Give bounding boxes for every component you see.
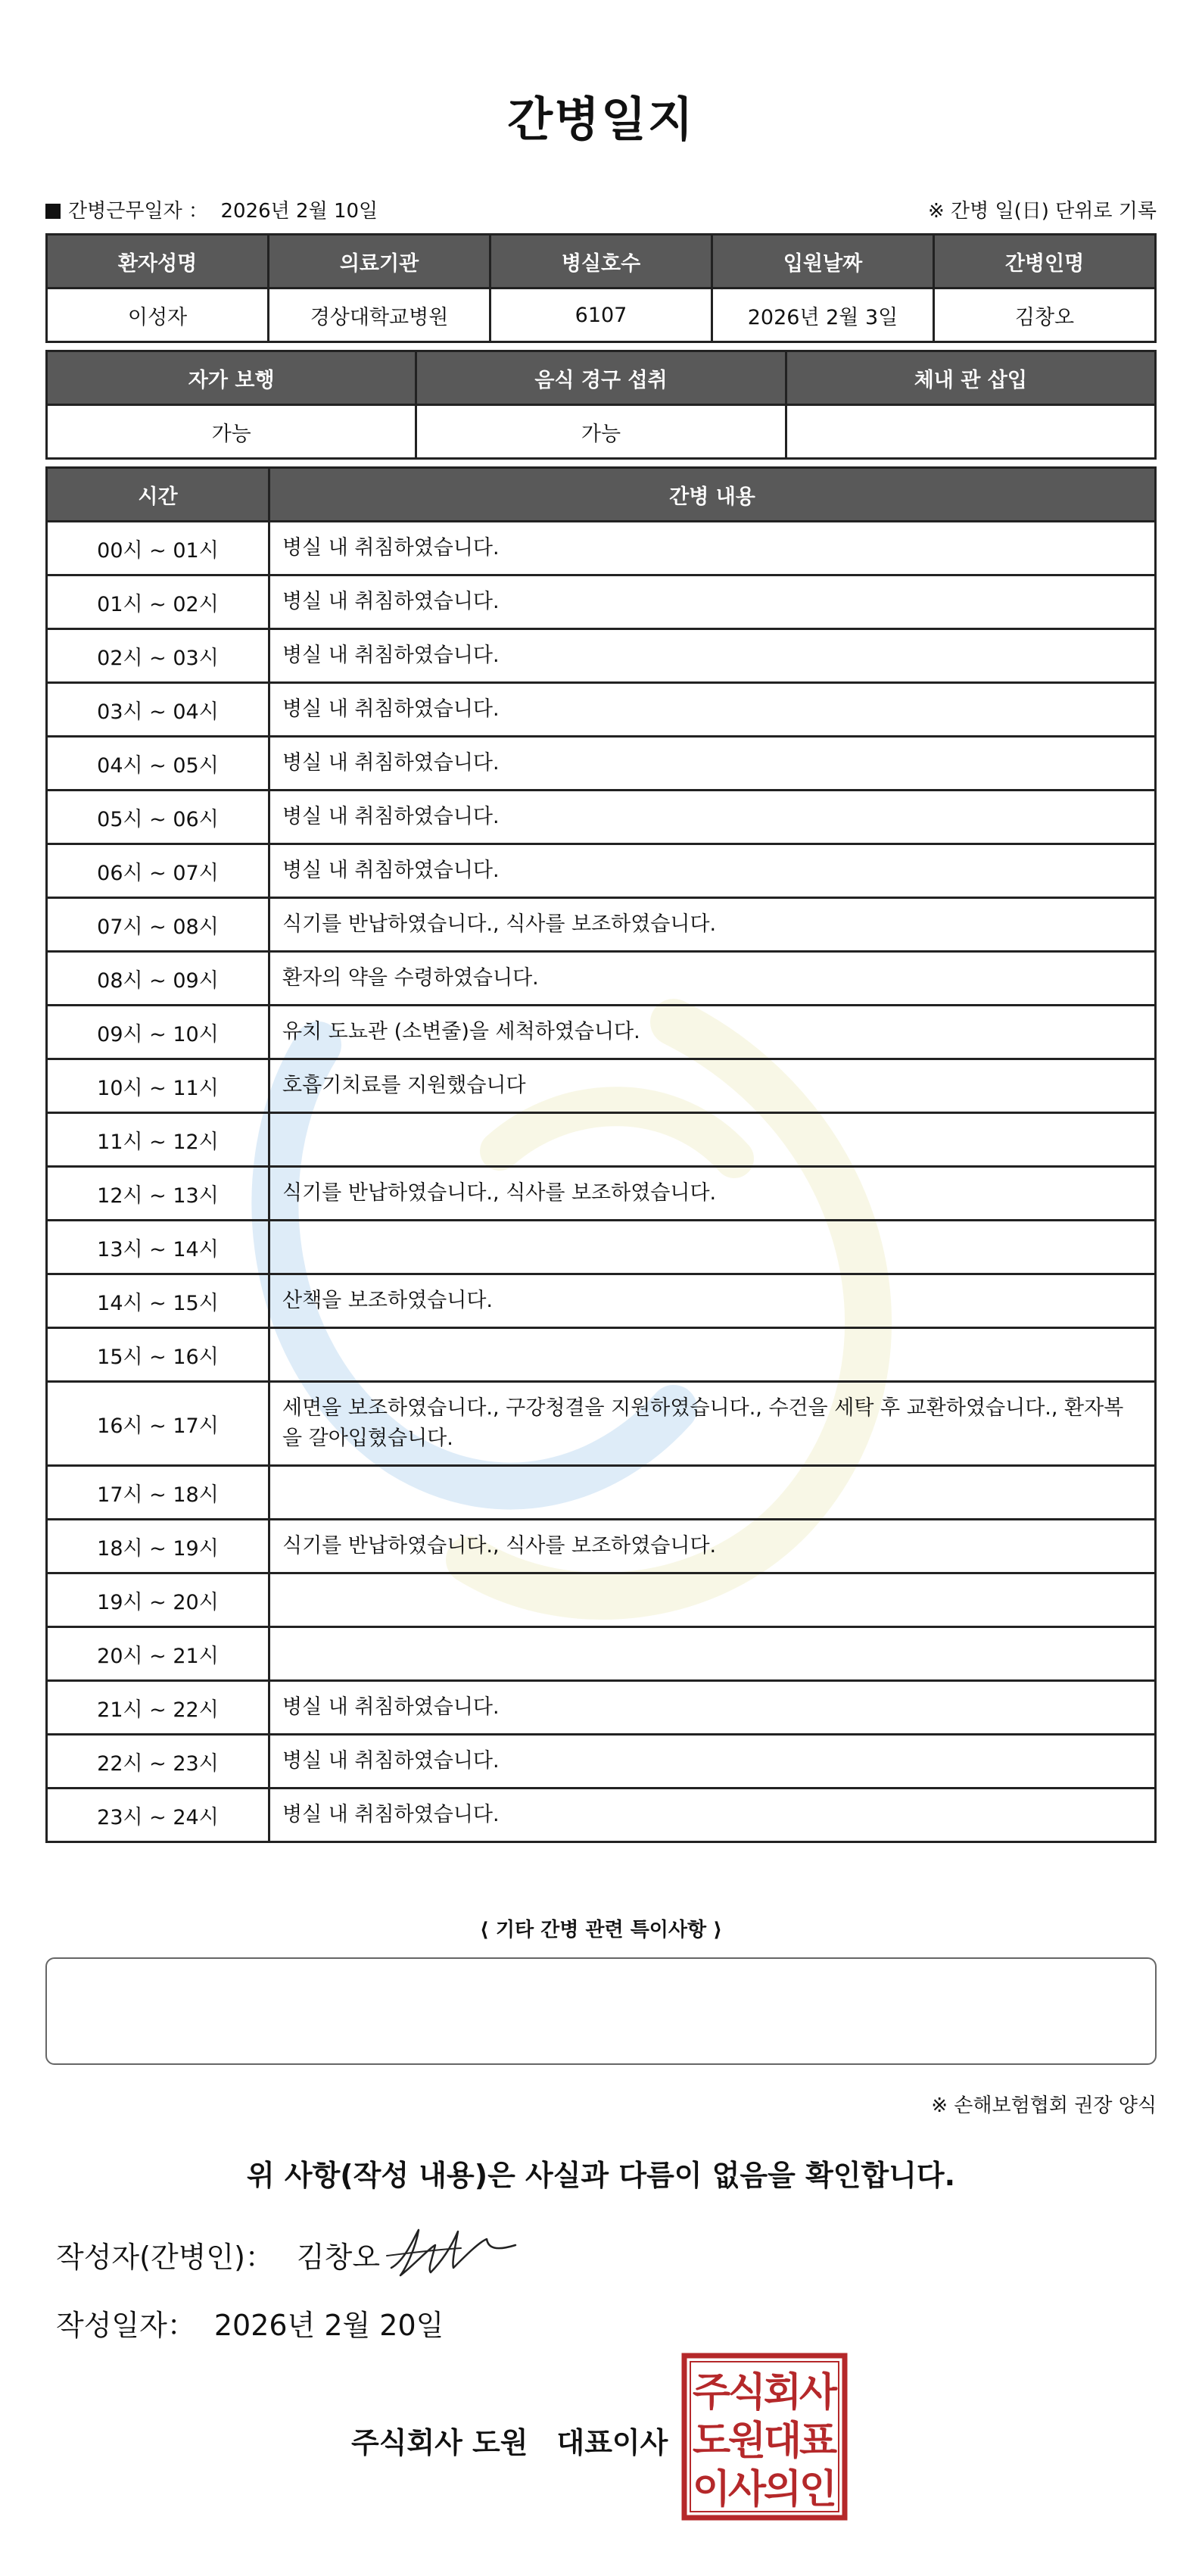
log-content: 식기를 반납하였습니다., 식사를 보조하였습니다. [269,1167,1156,1221]
room-number: 6107 [490,288,712,342]
seal-character: 회 [763,2370,802,2415]
log-time: 16시 ~ 17시 [47,1382,269,1466]
log-row [47,898,1156,952]
square-bullet-icon [45,204,61,219]
seal-character: 이 [692,2467,731,2512]
log-row [47,1789,1156,1842]
written-date-label: 작성일자： [56,2309,196,2342]
log-row [47,575,1156,629]
log-content: 병실 내 취침하였습니다. [269,1681,1156,1735]
log-content: 세면을 보조하였습니다., 구강청결을 지원하였습니다., 수건을 세탁 후 교환하였습니다., 환자복을 갈아입혔습니다. [269,1382,1156,1466]
confirmation-statement: 위 사항(작성 내용)은 사실과 다름이 없음을 확인합니다. [246,2159,956,2192]
log-row [47,1466,1156,1520]
seal-character: 사 [727,2467,767,2512]
log-time: 12시 ~ 13시 [47,1167,269,1221]
header-room-number: 병실호수 [490,235,712,288]
seal-character: 주 [692,2370,731,2415]
log-row [47,844,1156,898]
log-time: 11시 ~ 12시 [47,1113,269,1167]
header-hospital: 의료기관 [269,235,490,288]
writer-name: 김창오 [296,2241,381,2274]
log-time: 01시 ~ 02시 [47,575,269,629]
log-row [47,683,1156,737]
handwritten-signature [382,2222,526,2283]
log-row [47,629,1156,683]
header-patient-name: 환자성명 [47,235,269,288]
seal-character: 인 [799,2467,838,2512]
admission-date: 2026년 2월 3일 [712,288,934,342]
log-content [269,1627,1156,1681]
log-row [47,1382,1156,1466]
company-seal-stamp [681,2353,848,2521]
log-content [269,1573,1156,1627]
log-time: 08시 ~ 09시 [47,952,269,1006]
log-content: 병실 내 취침하였습니다. [269,844,1156,898]
log-row [47,1735,1156,1789]
caregiver-name: 김창오 [934,288,1156,342]
seal-character: 원 [727,2419,767,2464]
log-row [47,1627,1156,1681]
log-row [47,952,1156,1006]
log-content: 유치 도뇨관 (소변줄)을 세척하였습니다. [269,1006,1156,1059]
log-row [47,1113,1156,1167]
special-notes-box [45,1957,1157,2065]
header-oral-intake: 음식 경구 섭취 [416,351,786,405]
log-time: 17시 ~ 18시 [47,1466,269,1520]
log-content: 병실 내 취침하였습니다. [269,683,1156,737]
writer-line [56,2234,380,2275]
log-content: 병실 내 취침하였습니다. [269,522,1156,575]
ceo-title: 대표이사 [556,2426,668,2459]
work-date-value: 2026년 2월 10일 [220,200,378,223]
log-content: 환자의 약을 수령하였습니다. [269,952,1156,1006]
log-content: 병실 내 취침하였습니다. [269,737,1156,791]
log-row [47,737,1156,791]
log-time: 05시 ~ 06시 [47,791,269,844]
log-time: 02시 ~ 03시 [47,629,269,683]
header-tube-insertion: 체내 관 삽입 [786,351,1155,405]
seal-character: 도 [692,2419,731,2464]
log-time: 21시 ~ 22시 [47,1681,269,1735]
log-content [269,1328,1156,1382]
log-time: 22시 ~ 23시 [47,1735,269,1789]
record-unit-note: ※ 간병 일(日) 단위로 기록 [927,200,1157,223]
log-content [269,1113,1156,1167]
tube-insertion [786,405,1155,459]
writer-label: 작성자(간병인)： [56,2241,274,2274]
log-row [47,1006,1156,1059]
seal-character: 사 [799,2370,838,2415]
seal-character: 의 [763,2467,802,2512]
company-name: 주식회사 도원 [351,2426,528,2459]
log-time: 18시 ~ 19시 [47,1520,269,1573]
log-row [47,1167,1156,1221]
log-time: 07시 ~ 08시 [47,898,269,952]
log-row [47,522,1156,575]
log-row [47,1520,1156,1573]
work-date [45,195,378,223]
document-title: 간병일지 [507,92,695,147]
log-time: 15시 ~ 16시 [47,1328,269,1382]
log-row [47,1221,1156,1274]
log-row [47,1681,1156,1735]
seal-character: 대 [763,2419,802,2464]
log-time: 06시 ~ 07시 [47,844,269,898]
special-notes-title: ⟨ 기타 간병 관련 특이사항 ⟩ [479,1919,723,1941]
seal-character: 표 [799,2419,838,2464]
self-walking: 가능 [47,405,416,459]
header-self-walking: 자가 보행 [47,351,416,405]
header-time: 시간 [47,468,269,522]
log-time: 19시 ~ 20시 [47,1573,269,1627]
log-time: 09시 ~ 10시 [47,1006,269,1059]
header-admission-date: 입원날짜 [712,235,934,288]
log-content: 병실 내 취침하였습니다. [269,629,1156,683]
log-row [47,1573,1156,1627]
log-time: 13시 ~ 14시 [47,1221,269,1274]
log-content [269,1221,1156,1274]
log-time: 00시 ~ 01시 [47,522,269,575]
log-content: 식기를 반납하였습니다., 식사를 보조하였습니다. [269,1520,1156,1573]
log-content: 병실 내 취침하였습니다. [269,1735,1156,1789]
log-time: 20시 ~ 21시 [47,1627,269,1681]
log-time: 10시 ~ 11시 [47,1059,269,1113]
hospital: 경상대학교병원 [269,288,490,342]
patient-name: 이성자 [47,288,269,342]
log-time: 14시 ~ 15시 [47,1274,269,1328]
log-content: 식기를 반납하였습니다., 식사를 보조하였습니다. [269,898,1156,952]
seal-character: 식 [727,2370,767,2415]
header-care-content: 간병 내용 [269,468,1156,522]
log-time: 03시 ~ 04시 [47,683,269,737]
log-content: 산책을 보조하였습니다. [269,1274,1156,1328]
log-time: 04시 ~ 05시 [47,737,269,791]
log-content: 병실 내 취침하였습니다. [269,575,1156,629]
recommended-form-note: ※ 손해보험협회 권장 양식 [931,2094,1157,2117]
patient-ability-table [45,350,1157,460]
log-row [47,1274,1156,1328]
log-content [269,1466,1156,1520]
log-content: 병실 내 취침하였습니다. [269,1789,1156,1842]
care-log-table [45,466,1157,1843]
work-date-label: 간병근무일자 ： [68,200,208,223]
header-caregiver-name: 간병인명 [934,235,1156,288]
log-content: 호흡기치료를 지원했습니다 [269,1059,1156,1113]
oral-intake: 가능 [416,405,786,459]
company-line [351,2419,668,2461]
log-time: 23시 ~ 24시 [47,1789,269,1842]
log-content: 병실 내 취침하였습니다. [269,791,1156,844]
patient-info-table [45,233,1157,343]
written-date-value: 2026년 2월 20일 [213,2309,444,2342]
written-date-line [56,2302,444,2344]
log-row [47,791,1156,844]
log-row [47,1059,1156,1113]
log-row [47,1328,1156,1382]
